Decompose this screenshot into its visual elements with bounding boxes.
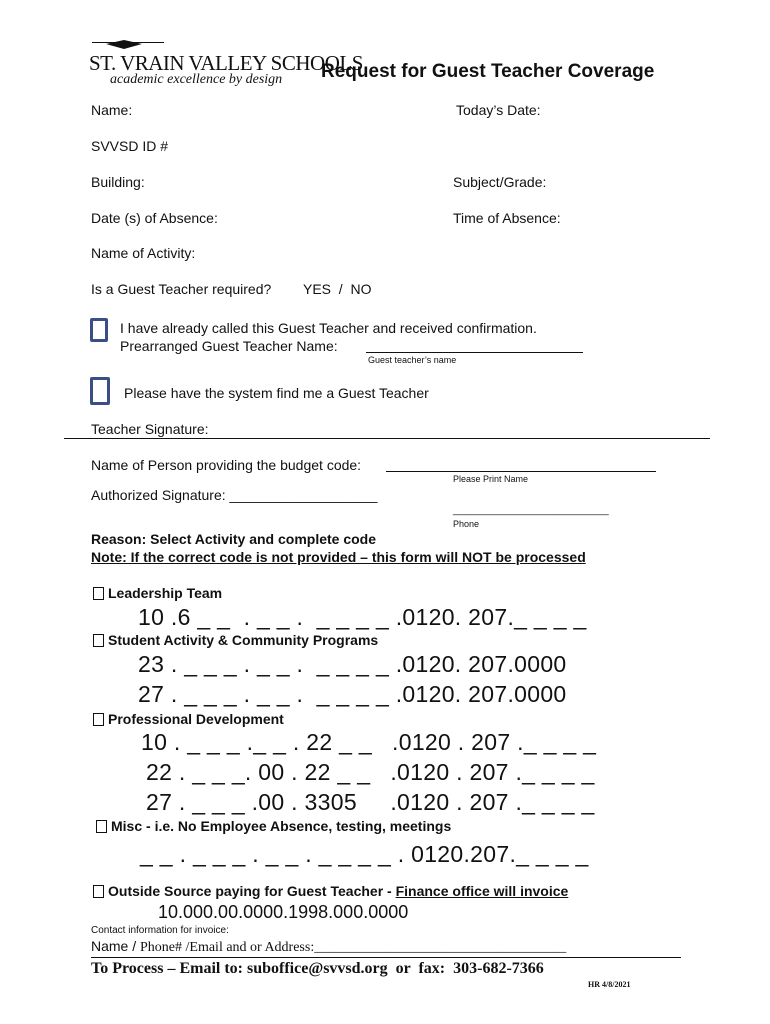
logo-name: ST. VRAIN VALLEY SCHOOLS (89, 51, 363, 75)
budget-person-label: Name of Person providing the budget code: (91, 457, 362, 473)
name-label: Name: (91, 102, 133, 118)
leadership-code: 10 .6 _ _ . _ _ . _ _ _ _ .0120. 207._ _ _ _ (138, 604, 587, 630)
logo-tagline: academic excellence by design (110, 72, 283, 87)
date-absence-label: Date (s) of Absence: (91, 210, 218, 226)
student-code-2: 27 . _ _ _ . _ _ . _ _ _ _ .0120. 207.0000 (138, 681, 567, 707)
outside-source-label: Outside Source paying for Guest Teacher - (108, 883, 396, 899)
yes-no-choice[interactable]: YES / NO (303, 281, 372, 297)
footer-rule (91, 957, 681, 958)
leadership-checkbox[interactable] (93, 587, 104, 600)
misc-checkbox[interactable] (96, 820, 107, 833)
leadership-option[interactable] (93, 585, 222, 601)
reason-note: Note: If the correct code is not provided – this form will NOT be processed (91, 549, 586, 565)
called-teacher-text: I have already called this Guest Teacher and received confirmation. (120, 320, 537, 336)
guest-teacher-name-line[interactable] (366, 352, 583, 353)
finance-invoice-note: Finance office will invoice (395, 883, 569, 899)
contact-details-label: Phone# /Email and or Address: (140, 940, 315, 955)
id-label: SVVSD ID # (91, 138, 169, 154)
misc-code: _ _ . _ _ _ . _ _ . _ _ _ _ . 0120.207._ _ _ _ (140, 841, 589, 867)
professional-development-checkbox[interactable] (93, 713, 104, 726)
process-instructions: To Process – Email to: suboffice@svvsd.org or fax: 303-682-7366 (91, 960, 544, 977)
building-label: Building: (91, 174, 145, 190)
todays-date-label: Today’s Date: (456, 102, 541, 118)
pd-code-3: 27 . _ _ _ .00 . 3305 .0120 . 207 ._ _ _ _ (146, 789, 595, 815)
student-activity-checkbox[interactable] (93, 634, 104, 647)
prearranged-label: Prearranged Guest Teacher Name: (120, 338, 338, 354)
professional-development-option[interactable] (93, 711, 284, 727)
student-activity-label: Student Activity & Community Programs (108, 632, 379, 648)
called-teacher-checkbox[interactable] (90, 318, 108, 342)
phone-line[interactable]: ____________________________ (453, 505, 609, 516)
misc-label: Misc - i.e. No Employee Absence, testing, meetings (111, 818, 452, 834)
contact-name-label: Name / (91, 938, 141, 954)
guest-teacher-caption: Guest teacher’s name (368, 355, 457, 365)
contact-blank[interactable]: ____________________________________ (314, 940, 567, 955)
required-question: Is a Guest Teacher required? (91, 281, 272, 297)
contact-label: Contact information for invoice: (91, 925, 229, 936)
budget-person-line[interactable] (386, 471, 656, 472)
student-code-1: 23 . _ _ _ . _ _ . _ _ _ _ .0120. 207.0000 (138, 651, 567, 677)
teacher-signature-label: Teacher Signature: (91, 421, 209, 437)
leadership-label: Leadership Team (108, 585, 223, 601)
outside-source-option[interactable] (93, 883, 568, 899)
teacher-signature-line[interactable] (64, 438, 710, 439)
system-find-text: Please have the system find me a Guest Teacher (124, 385, 429, 401)
pd-code-2: 22 . _ _ _. 00 . 22 _ _ .0120 . 207 ._ _ _ _ (146, 759, 595, 785)
reason-heading: Reason: Select Activity and complete code (91, 531, 377, 547)
time-absence-label: Time of Absence: (453, 210, 561, 226)
professional-development-label: Professional Development (108, 711, 284, 727)
activity-label: Name of Activity: (91, 245, 196, 261)
subject-label: Subject/Grade: (453, 174, 547, 190)
print-name-caption: Please Print Name (453, 474, 529, 484)
outside-code: 10.000.00.0000.1998.000.0000 (158, 902, 409, 922)
misc-option[interactable] (96, 818, 451, 834)
revision-date: HR 4/8/2021 (588, 980, 631, 989)
authorized-signature[interactable]: Authorized Signature: ___________________ (91, 487, 378, 503)
phone-caption: Phone (453, 519, 480, 529)
contact-line[interactable] (91, 938, 566, 956)
student-activity-option[interactable] (93, 632, 378, 648)
pd-code-1: 10 . _ _ _ ._ _ . 22 _ _ .0120 . 207 ._ _ _ _ (141, 729, 597, 755)
system-find-checkbox[interactable] (90, 377, 110, 405)
outside-source-checkbox[interactable] (93, 885, 104, 898)
form-title: Request for Guest Teacher Coverage (321, 61, 655, 82)
